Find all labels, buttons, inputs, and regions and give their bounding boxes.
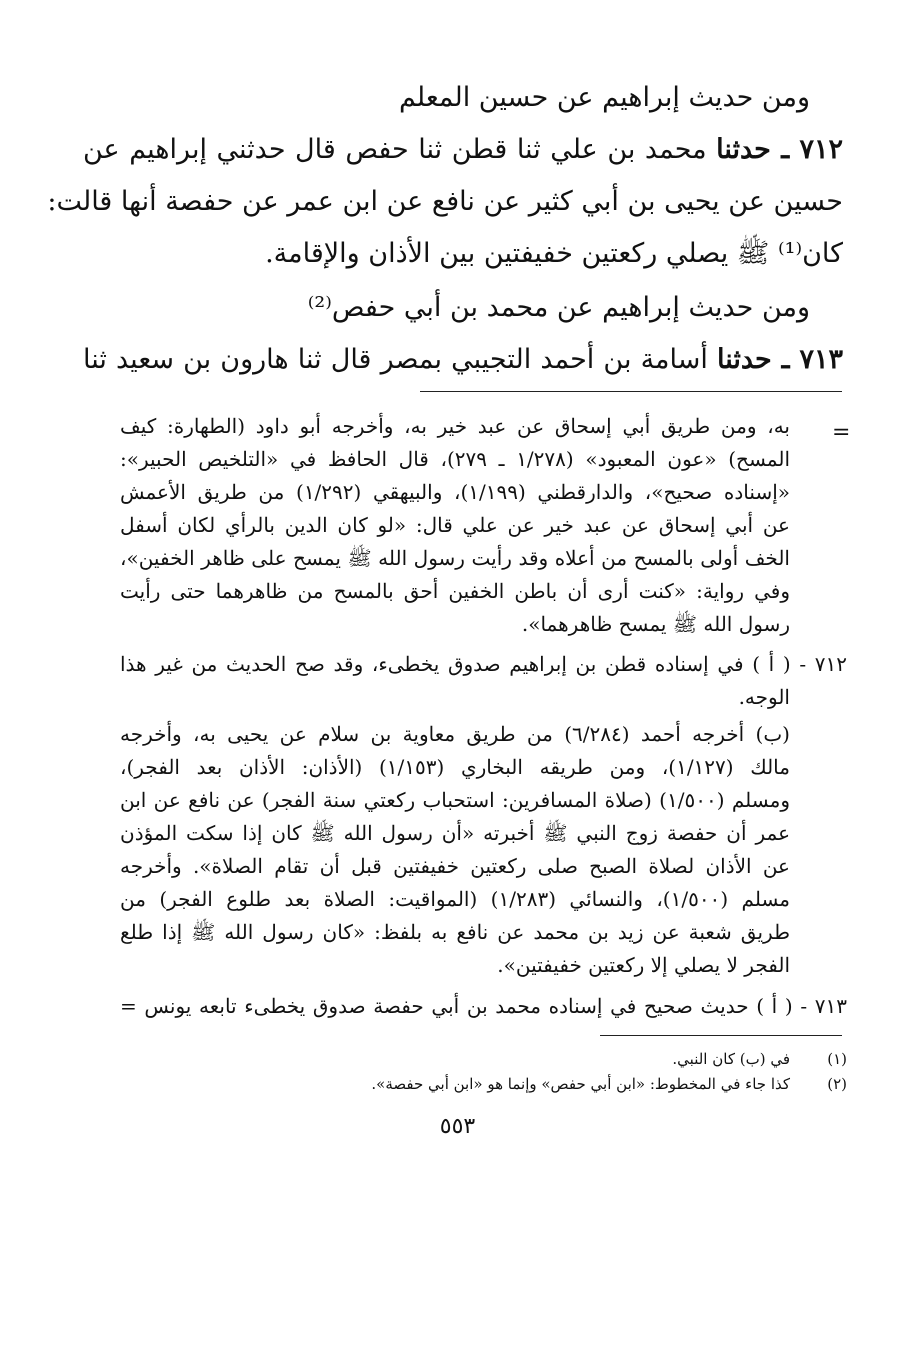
note-continued-line-5: الخف أولى بالمسح من أعلاه وقد رأيت رسول الله ﷺ يمسح على ظاهر الخفين»،: [120, 546, 790, 570]
note-712-b-line-4: عمر أن حفصة زوج النبي ﷺ أخبرته «أن رسول الله ﷺ كان إذا سكت المؤذن: [120, 821, 790, 845]
note-712-b-line-2: مالك (١/١٢٧)، ومن طريقه البخاري (١/١٥٣) (الأذان: الأذان بعد الفجر)،: [120, 755, 790, 779]
note-712-b-line-6: مسلم (١/٥٠٠)، والنسائي (١/٢٨٣) (المواقيت: الصلاة بعد طلوع الفجر) من: [120, 887, 791, 911]
hadith-712-number: ٧١٢ ـ حدثنا: [716, 134, 843, 165]
note-continued-line-1: به، ومن طريق أبي إسحاق عن عبد خير به، وأخرجه أبو داود (الطهارة: كيف: [120, 414, 790, 438]
hadith-713-line-1: [83, 340, 843, 380]
footnotes-separator: [600, 1035, 842, 1036]
note-continued-line-7: رسول الله ﷺ يمسح ظاهرهما».: [521, 612, 790, 636]
heading-ibrahim-husayn: ومن حديث إبراهيم عن حسين المعلم: [398, 82, 810, 113]
hadith-713-number: ٧١٣ ـ حدثنا: [716, 344, 843, 375]
hadith-713-text-1: أسامة بن أحمد التجيبي بمصر قال ثنا هارون بن سعيد ثنا: [83, 344, 717, 375]
footnote-2-number: (٢): [827, 1075, 847, 1093]
note-712-a-line-1: ٧١٢ - ( أ ) في إسناده قطن بن إبراهيم صدوق يخطىء، وقد صح الحديث من غير هذا: [120, 652, 847, 676]
notes-separator: [420, 391, 842, 392]
heading-ibrahim-muhammad: ومن حديث إبراهيم عن محمد بن أبي حفص⁽²⁾: [307, 292, 810, 323]
note-712-b-line-3: ومسلم (١/٥٠٠) (صلاة المسافرين: استحباب ركعتي سنة الفجر) عن نافع عن ابن: [120, 788, 790, 812]
hadith-712-line-1: [83, 130, 843, 170]
hadith-712-line-3: كان⁽¹⁾ ﷺ يصلي ركعتين خفيفتين بين الأذان والإقامة.: [265, 238, 843, 269]
page-number: ٥٥٣: [439, 1114, 476, 1139]
footnote-2-text: كذا جاء في المخطوط: «ابن أبي حفص» وإنما هو «ابن أبي حفصة».: [371, 1075, 790, 1093]
note-712-b-line-1: (ب) أخرجه أحمد (٦/٢٨٤) من طريق معاوية بن سلام عن يحيى به، وأخرجه: [120, 722, 790, 746]
note-continued-line-2: المسح) «عون المعبود» (١/٢٧٨ ـ ٢٧٩)، قال الحافظ في «التلخيص الحبير»:: [120, 447, 790, 471]
hadith-712-text-1: محمد بن علي ثنا قطن ثنا حفص قال حدثني إبراهيم عن: [83, 134, 717, 165]
note-712-b-line-8: الفجر لا يصلي إلا ركعتين خفيفتين».: [497, 953, 790, 977]
note-713-a-line-1: ٧١٣ - ( أ ) حديث صحيح في إسناده محمد بن أبي حفصة صدوق يخطىء تابعه يونس =: [120, 994, 847, 1018]
note-continued-line-6: وفي رواية: «كنت أرى أن باطن الخفين أحق بالمسح من ظاهرهما حتى رأيت: [120, 579, 790, 603]
continuation-mark: =: [832, 420, 851, 445]
note-712-a-line-2: الوجه.: [738, 685, 790, 709]
note-continued-line-4: عن أبي إسحاق عن عبد خير عن علي قال: «لو كان الدين بالرأي لكان أسفل: [120, 513, 790, 537]
note-712-b-line-7: طريق شعبة عن زيد بن محمد عن نافع به بلفظ: «كان رسول الله ﷺ إذا طلع: [120, 920, 790, 944]
hadith-712-line-2: حسين عن يحيى بن أبي كثير عن نافع عن ابن عمر عن حفصة أنها قالت:: [47, 186, 843, 217]
note-continued-line-3: «إسناده صحيح»، والدارقطني (١/١٩٩)، والبيهقي (١/٢٩٢) من طريق الأعمش: [120, 480, 790, 504]
note-712-b-line-5: عن الأذان لصلاة الصبح صلى ركعتين خفيفتين قبل أن تقام الصلاة». وأخرجه: [120, 854, 790, 878]
footnote-1-number: (١): [827, 1050, 847, 1068]
footnote-1-text: في (ب) كان النبي.: [672, 1050, 790, 1068]
